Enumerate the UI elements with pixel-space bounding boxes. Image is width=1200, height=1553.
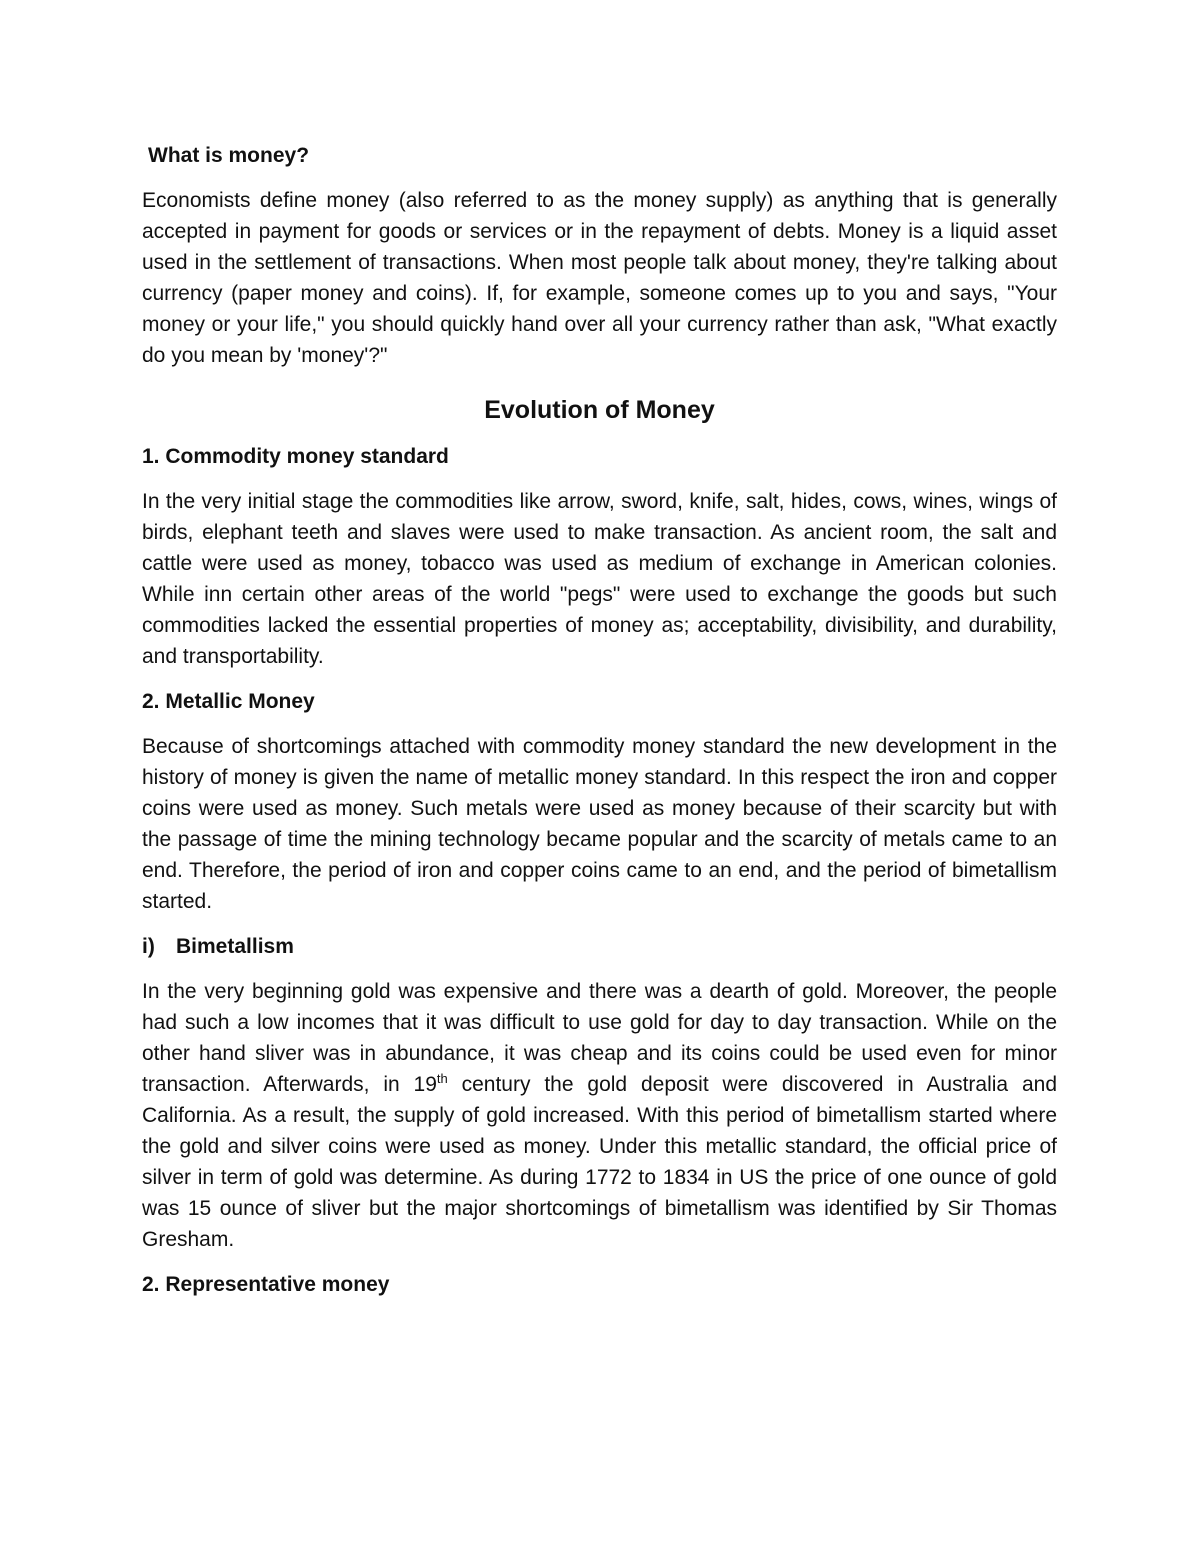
section-heading-bimetallism-text: Bimetallism [176,935,294,958]
section-body-commodity: In the very initial stage the commodities like arrow, sword, knife, salt, hides, cows, wines, wings of birds, elephant teeth and slaves were used to make transaction. As ancient room, the salt and cattle were used as money, tobacco was used as medium of exchange in American colonies. While inn certain other areas of the world "pegs" were used to exchange the goods but such commodities lacked the essential properties of money as; acceptability, divisibility, and durability, and transportability. [142,490,1057,668]
document-title: Evolution of Money [484,396,715,424]
bimetallism-text-part1: In the very beginning gold was expensive and there was a dearth of gold. Moreover, the people had such a low incomes that it was difficult to use gold for day to day transaction. While on the other hand sliver was in abundance, it was cheap and its coins could be used even for minor transaction. Afterwards, in 19 [142,980,1057,1096]
roman-numeral: i) [142,935,155,958]
bimetallism-text-part2: century the gold deposit were discovered in Australia and California. As a result, the supply of gold increased. With this period of bimetallism started where the gold and silver coins were used as money. Under this metallic standard, the official price of silver in term of gold was determine. As during 1772 to 1834 in US the price of one ounce of gold was 15 ounce of sliver but the major shortcomings of bimetallism was identified by Sir Thomas Gresham. [142,1073,1057,1251]
intro-paragraph: Economists define money (also referred to as the money supply) as anything that is generally accepted in payment for goods or services or in the repayment of debts. Money is a liquid asset used in the settlement of transactions. When most people talk about money, they're talking about currency (paper money and coins). If, for example, someone comes up to you and says, "Your money or your life," you should quickly hand over all your currency rather than ask, "What exactly do you mean by 'money'?" [142,189,1057,367]
section-heading-commodity: 1. Commodity money standard [142,445,449,468]
section-body-metallic: Because of shortcomings attached with commodity money standard the new development in the history of money is given the name of metallic money standard. In this respect the iron and copper coins were used as money. Such metals were used as money because of their scarcity but with the passage of time the mining technology became popular and the scarcity of metals came to an end. Therefore, the period of iron and copper coins came to an end, and the period of bimetallism started. [142,735,1057,913]
section-heading-metallic: 2. Metallic Money [142,690,315,713]
ordinal-superscript: th [436,1071,448,1086]
section-body-bimetallism [142,976,1057,1255]
question-heading: What is money? [148,144,310,167]
section-heading-bimetallism [142,931,1057,962]
document-page [142,140,1057,1314]
section-heading-representative: 2. Representative money [142,1273,390,1296]
